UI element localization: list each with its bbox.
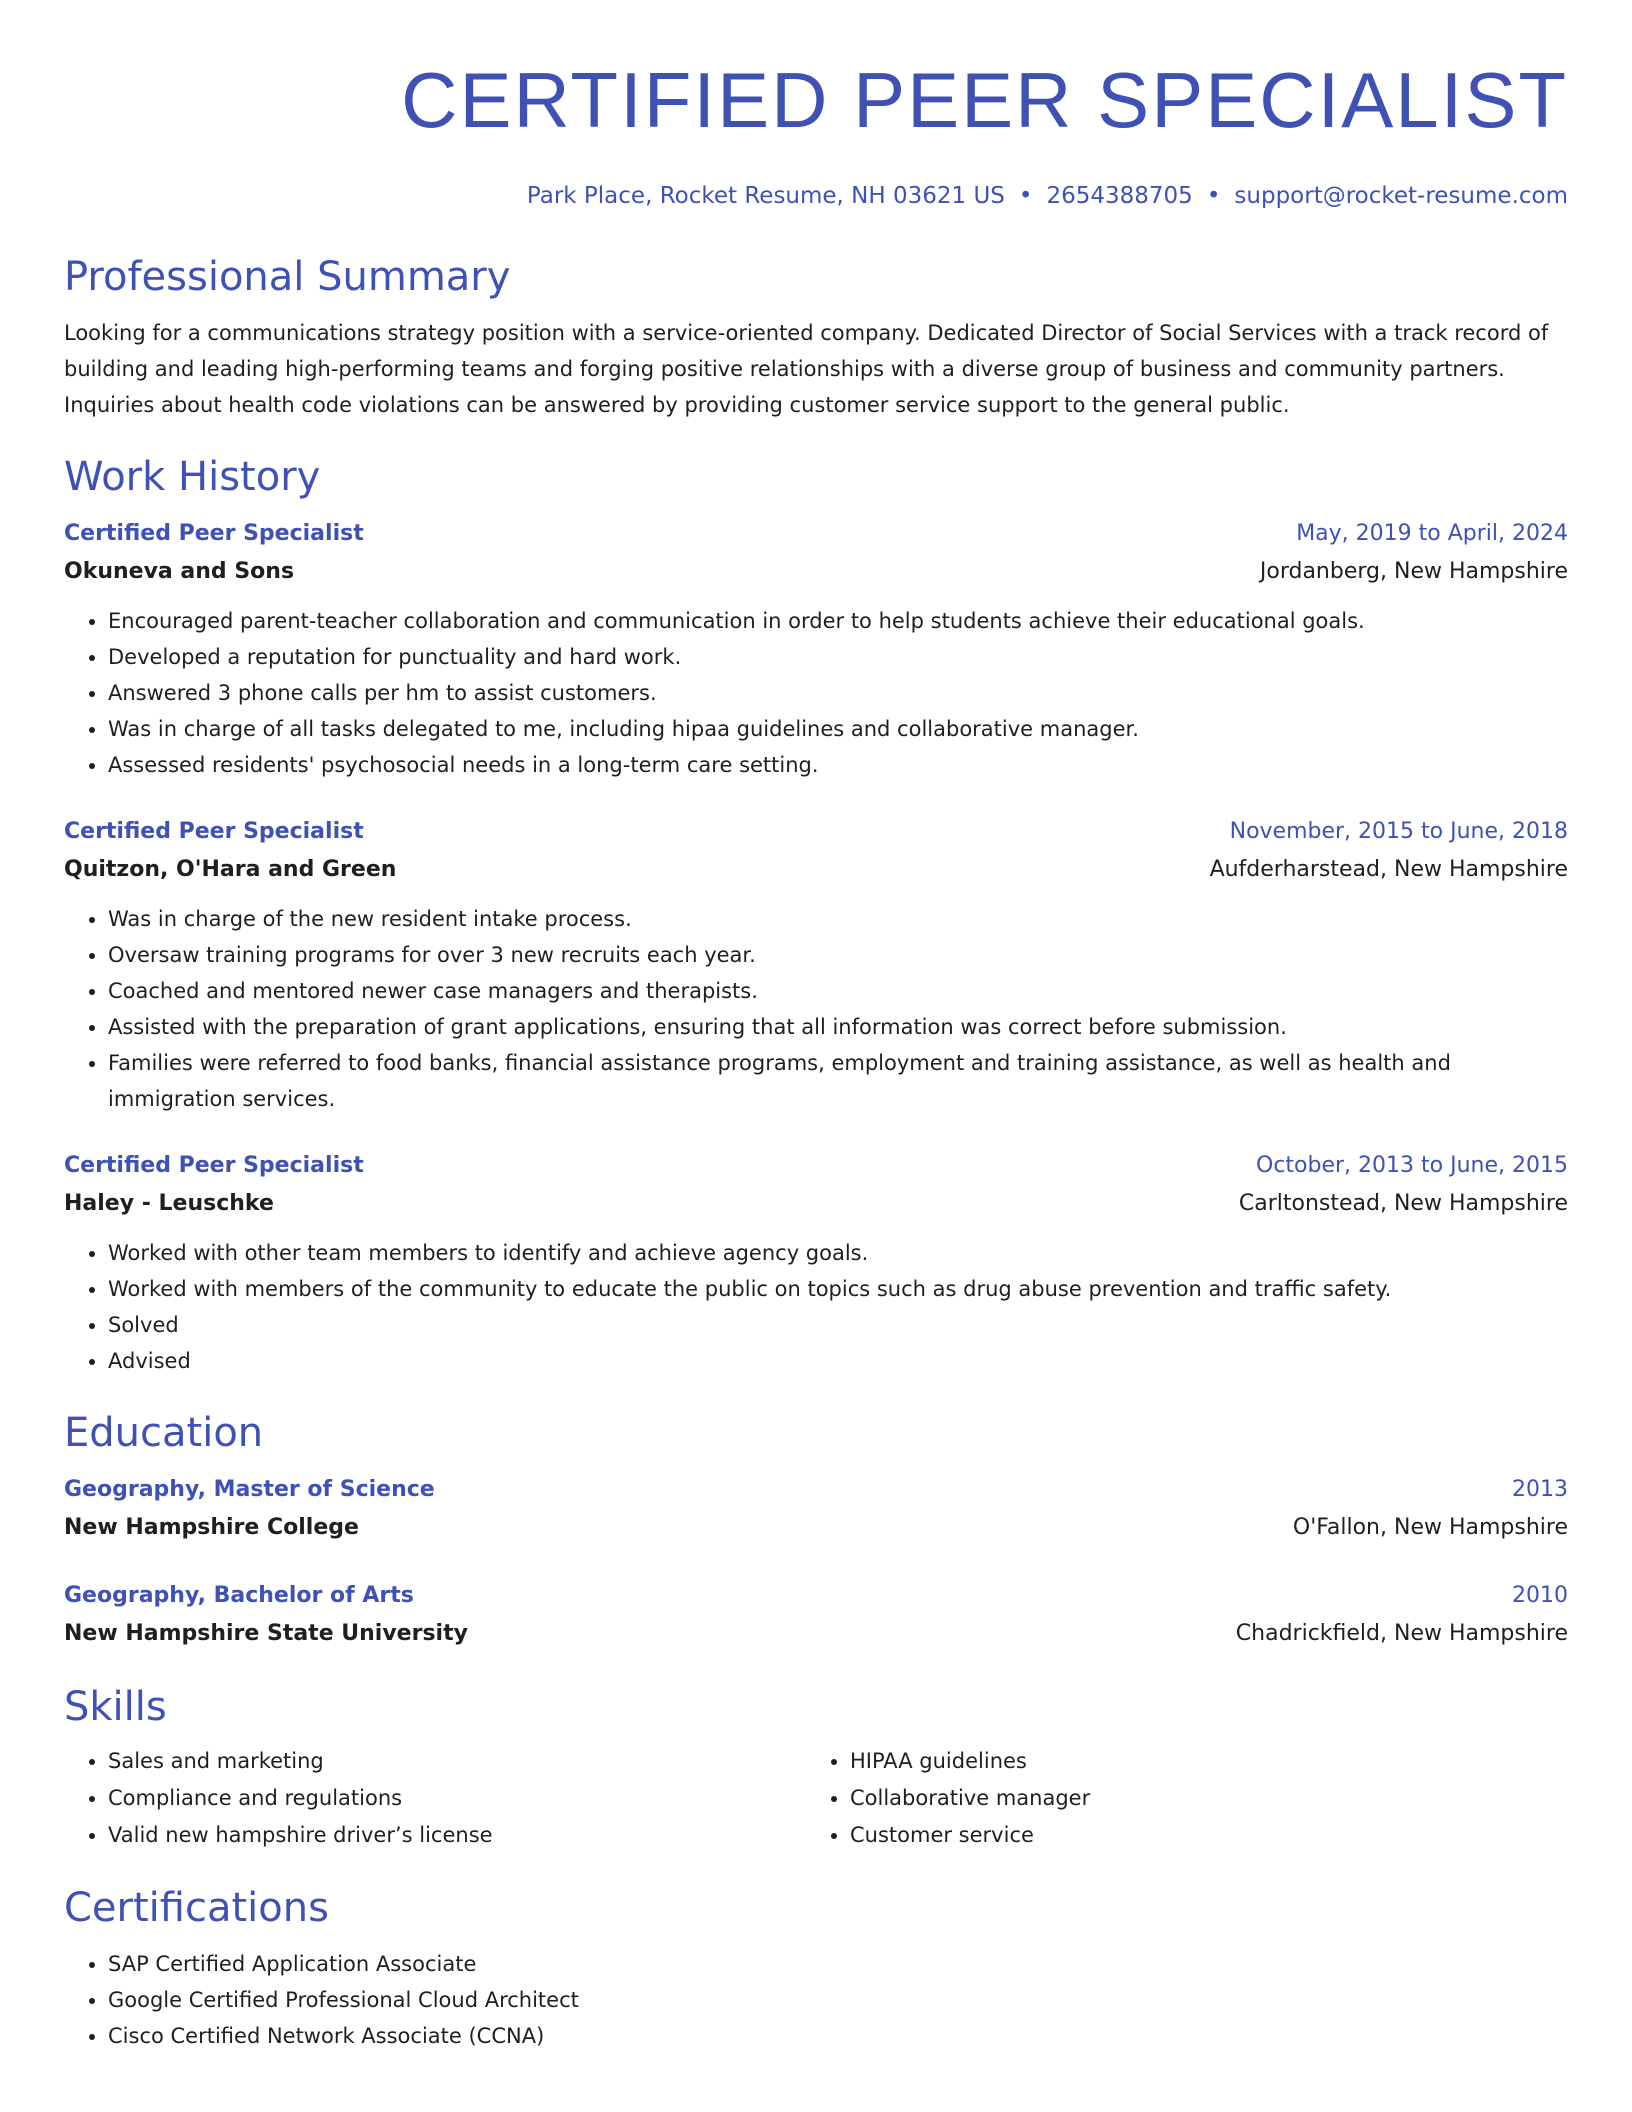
job-role: Certified Peer Specialist (64, 819, 364, 844)
section-title-skills: Skills (64, 1684, 167, 1730)
contact-address: Park Place, Rocket Resume, NH 03621 US (526, 183, 1005, 209)
certification-item: • Cisco Certified Network Associate (CCNA) (108, 2018, 1568, 2054)
education-year: 2013 (1512, 1477, 1568, 1502)
job-bullet: • Worked with other team members to identify and achieve agency goals. (108, 1235, 1568, 1271)
contact-line (64, 181, 1568, 211)
section-title-education: Education (64, 1410, 264, 1456)
education-header-row (64, 1577, 1568, 1615)
job-company: Quitzon, O'Hara and Green (64, 857, 397, 882)
education-entry (64, 1471, 1568, 1547)
skills-list-left (64, 1743, 806, 1854)
job-bullet: • Answered 3 phone calls per hm to assist customers. (108, 675, 1568, 711)
contact-separator: • (1018, 183, 1033, 209)
job-bullet: • Assessed residents' psychosocial needs in a long-term care setting. (108, 747, 1568, 783)
contact-email: support@rocket-resume.com (1234, 183, 1568, 209)
job-bullet: • Developed a reputation for punctuality and hard work. (108, 639, 1568, 675)
job-header-row (64, 1147, 1568, 1185)
job-header-row (64, 515, 1568, 553)
education-entry (64, 1577, 1568, 1653)
skill-item: • Customer service (850, 1817, 1566, 1854)
education-degree: Geography, Master of Science (64, 1477, 435, 1502)
job-role: Certified Peer Specialist (64, 521, 364, 546)
job-bullet: • Families were referred to food banks, financial assistance programs, employment and training assistance, as well as health and immigration services. (108, 1045, 1568, 1117)
skill-item: • Sales and marketing (108, 1743, 806, 1780)
job-entry (64, 813, 1568, 1117)
job-company: Okuneva and Sons (64, 559, 295, 584)
certifications-list (64, 1946, 1568, 2054)
contact-separator: • (1206, 183, 1221, 209)
education-school-row (64, 1509, 1568, 1547)
job-entry (64, 515, 1568, 783)
education-degree: Geography, Bachelor of Arts (64, 1583, 414, 1608)
job-bullets (64, 901, 1568, 1117)
job-location: Jordanberg, New Hampshire (1259, 559, 1568, 584)
section-title-summary: Professional Summary (64, 254, 511, 300)
skills-columns (64, 1743, 1568, 1854)
skill-item: • HIPAA guidelines (850, 1743, 1566, 1780)
education-school: New Hampshire College (64, 1515, 359, 1540)
job-bullet: • Was in charge of the new resident intake process. (108, 901, 1568, 937)
education-year: 2010 (1512, 1583, 1568, 1608)
education-location: O'Fallon, New Hampshire (1292, 1515, 1568, 1540)
education-location: Chadrickfield, New Hampshire (1235, 1621, 1568, 1646)
skills-list-right (806, 1743, 1566, 1854)
section-title-work-history: Work History (64, 454, 321, 500)
section-title-certifications: Certifications (64, 1885, 329, 1931)
skill-item: • Collaborative manager (850, 1780, 1566, 1817)
job-bullet: • Solved (108, 1307, 1568, 1343)
certification-item: • Google Certified Professional Cloud Architect (108, 1982, 1568, 2018)
job-company: Haley - Leuschke (64, 1191, 274, 1216)
skill-item: • Valid new hampshire driver’s license (108, 1817, 806, 1854)
job-company-row (64, 1185, 1568, 1223)
job-dates: November, 2015 to June, 2018 (1229, 819, 1568, 844)
job-company-row (64, 553, 1568, 591)
job-location: Aufderharstead, New Hampshire (1209, 857, 1568, 882)
summary-text: Looking for a communications strategy position with a service-oriented company. Dedicated Director of Social Services with a track record of building and leading high-performing teams and forging positive relationships with a diverse group of business and community partners. Inquiries about health code violations can be answered by providing customer service support to the general public. (64, 321, 1549, 417)
resume-header (64, 0, 1568, 211)
job-bullet: • Assisted with the preparation of grant applications, ensuring that all information was correct before submission. (108, 1009, 1568, 1045)
job-company-row (64, 851, 1568, 889)
job-role: Certified Peer Specialist (64, 1153, 364, 1178)
job-header-row (64, 813, 1568, 851)
job-bullet: • Was in charge of all tasks delegated to me, including hipaa guidelines and collaborative manager. (108, 711, 1568, 747)
job-bullets (64, 1235, 1568, 1379)
job-bullet: • Advised (108, 1343, 1568, 1379)
job-entry (64, 1147, 1568, 1379)
job-bullet: • Encouraged parent-teacher collaboration and communication in order to help students achieve their educational goals. (108, 603, 1568, 639)
job-bullets (64, 603, 1568, 783)
certification-item: • SAP Certified Application Associate (108, 1946, 1568, 1982)
job-bullet: • Oversaw training programs for over 3 new recruits each year. (108, 937, 1568, 973)
education-school: New Hampshire State University (64, 1621, 468, 1646)
job-dates: October, 2013 to June, 2015 (1256, 1153, 1568, 1178)
job-dates: May, 2019 to April, 2024 (1296, 521, 1568, 546)
job-bullet: • Coached and mentored newer case managers and therapists. (108, 973, 1568, 1009)
contact-phone: 2654388705 (1046, 183, 1193, 209)
skill-item: • Compliance and regulations (108, 1780, 806, 1817)
education-header-row (64, 1471, 1568, 1509)
job-bullet: • Worked with members of the community to educate the public on topics such as drug abuse prevention and traffic safety. (108, 1271, 1568, 1307)
job-location: Carltonstead, New Hampshire (1238, 1191, 1568, 1216)
education-school-row (64, 1615, 1568, 1653)
resume-name: CERTIFIED PEER SPECIALIST (401, 56, 1568, 144)
